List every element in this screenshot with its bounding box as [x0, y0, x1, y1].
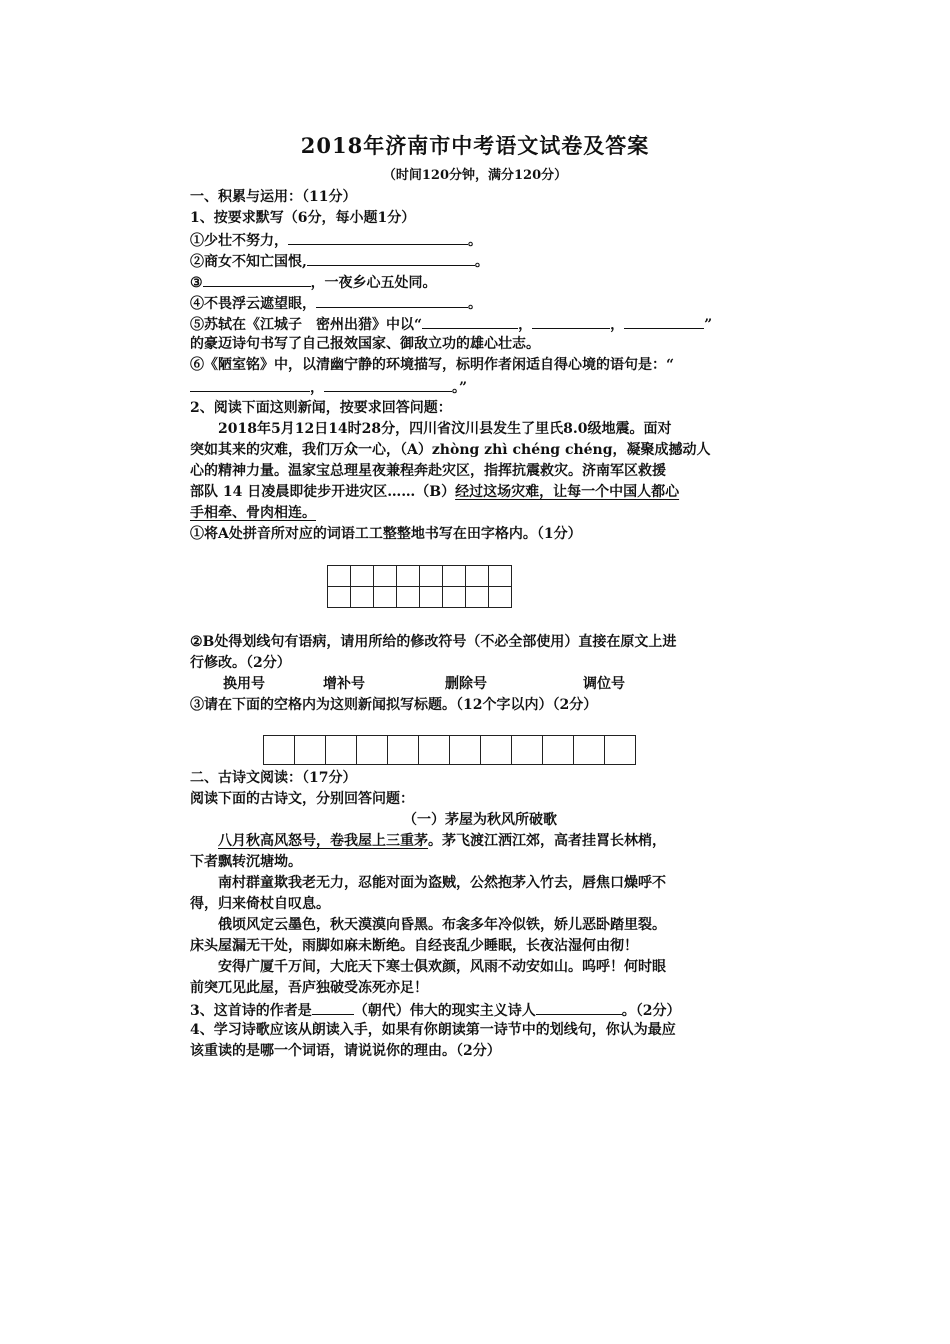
question-3-end: 。（2分）	[621, 1003, 681, 1019]
q1-item-4-text: ④不畏浮云遮望眼，	[190, 296, 316, 312]
news-line-4-text: 部队 14 日凌晨即徒步开进灾区……（B）	[190, 484, 456, 500]
answer-blank[interactable]	[532, 313, 610, 329]
poem-stanza-4: 安得广厦千万间，大庇天下寒士俱欢颜，风雨不动安如山。呜呼！何时眼	[190, 959, 666, 975]
subquestion-3: ③请在下面的空格内为这则新闻拟写标题。（12个字以内）（2分）	[190, 697, 598, 713]
answer-blank[interactable]	[190, 376, 310, 392]
poem-stanza-2-line2: 得，归来倚杖自叹息。	[190, 896, 330, 912]
q1-item-4: ④不畏浮云遮望眼， 。	[190, 292, 770, 314]
underlined-sentence: 经过这场灾难，让每一个中国人都心	[455, 484, 680, 500]
question-3-mid: （朝代）伟大的现实主义诗人	[353, 1003, 536, 1019]
q1-item-5: ⑤苏轼在《江城子 密州出猎》中以“ ， ， ”	[190, 313, 770, 335]
symbol-swap: 调位号	[583, 676, 625, 692]
news-line-1: 2018年5月12日14时28分，四川省汶川县发生了里氏8.0级地震。面对	[190, 421, 672, 437]
q1-item-2: ②商女不知亡国恨, 。	[190, 250, 770, 272]
question-1-stem: 1、按要求默写（6分，每小题1分）	[190, 210, 416, 226]
news-line-2: 突如其来的灾难，我们万众一心，（A）zhòng zhì chéng chéng，凝聚成撼动人	[190, 442, 711, 458]
symbol-replace: 换用号	[223, 676, 265, 692]
subquestion-1: ①将A处拼音所对应的词语工工整整地书写在田字格内。（1分）	[190, 526, 582, 542]
news-line-5: 手相牵、骨肉相连。	[190, 505, 316, 521]
news-line-4	[190, 482, 770, 502]
page-title: 2018年济南市中考语文试卷及答案	[300, 133, 650, 158]
correction-symbols	[190, 674, 770, 694]
q1-item-1: ①少壮不努力， 。	[190, 229, 770, 251]
news-line-3: 心的精神力量。温家宝总理星夜兼程奔赴灾区，指挥抗震救灾。济南军区救援	[190, 463, 666, 479]
q1-item-6: ⑥《陋室铭》中，以清幽宁静的环境描写，标明作者闲适自得心境的语句是：“	[190, 357, 675, 373]
subquestion-2-line2: 行修改。（2分）	[190, 655, 291, 671]
question-2-stem: 2、阅读下面这则新闻，按要求回答问题：	[190, 400, 452, 416]
answer-blank[interactable]	[324, 376, 452, 392]
symbol-delete: 删除号	[445, 676, 487, 692]
q1-item-5-line2: 的豪迈诗句书写了自己报效国家、御敌立功的雄心壮志。	[190, 336, 540, 352]
answer-blank[interactable]	[536, 999, 622, 1015]
answer-blank[interactable]	[203, 271, 311, 287]
answer-blank[interactable]	[307, 250, 475, 266]
answer-blank[interactable]	[422, 313, 518, 329]
question-3	[190, 999, 770, 1021]
poem-stanza-1-rest: 。茅飞渡江洒江郊，高者挂罥长林梢，	[428, 833, 666, 849]
q1-item-3-prefix: ③	[190, 275, 203, 291]
q1-item-2-text: ②商女不知亡国恨,	[190, 254, 307, 270]
tianzi-grid[interactable]	[327, 565, 512, 608]
question-4-line2: 该重读的是哪一个词语，请说说你的理由。（2分）	[190, 1043, 501, 1059]
q1-item-5-text: ⑤苏轼在《江城子 密州出猎》中以“	[190, 317, 423, 333]
answer-blank[interactable]	[312, 999, 354, 1015]
symbol-insert: 增补号	[323, 676, 365, 692]
poem-stanza-4-line2: 前突兀见此屋，吾庐独破受冻死亦足！	[190, 980, 428, 996]
q1-item-3	[190, 271, 770, 293]
answer-blank[interactable]	[288, 229, 468, 245]
poem-stanza-2: 南村群童欺我老无力，忍能对面为盗贼，公然抱茅入竹去，唇焦口燥呼不	[190, 875, 666, 891]
q1-item-6-blanks: ， 。”	[190, 376, 770, 398]
answer-blank[interactable]	[316, 292, 468, 308]
poem-stanza-1	[190, 831, 770, 851]
question-4: 4、学习诗歌应该从朗读入手，如果有你朗读第一诗节中的划线句，你认为最应	[190, 1022, 676, 1038]
headline-grid[interactable]	[263, 735, 636, 765]
q1-item-3-text: ，一夜乡心五处同。	[310, 275, 437, 291]
section-heading-2: 二、古诗文阅读：（17分）	[190, 770, 357, 786]
section-heading-1: 一、积累与运用：（11分）	[190, 189, 357, 205]
poem-title: （一）茅屋为秋风所破歌	[403, 812, 557, 828]
underlined-verse: 八月秋高风怒号，卷我屋上三重茅	[218, 833, 428, 849]
poem-stanza-3: 俄顷风定云墨色，秋天漠漠向昏黑。布衾多年冷似铁，娇儿恶卧踏里裂。	[190, 917, 666, 933]
answer-blank[interactable]	[624, 313, 704, 329]
poem-stanza-3-line2: 床头屋漏无干处，雨脚如麻未断绝。自经丧乱少睡眠，长夜沾湿何由彻！	[190, 938, 638, 954]
exam-subtitle: （时间120分钟，满分120分）	[382, 168, 568, 183]
poem-stanza-1-line2: 下者飘转沉塘坳。	[190, 854, 302, 870]
part2-intro: 阅读下面的古诗文，分别回答问题：	[190, 791, 414, 807]
question-3-text: 3、这首诗的作者是	[190, 1003, 312, 1019]
subquestion-2: ②B处得划线句有语病，请用所给的修改符号（不必全部使用）直接在原文上进	[190, 634, 677, 650]
q1-item-1-text: ①少壮不努力，	[190, 233, 288, 249]
